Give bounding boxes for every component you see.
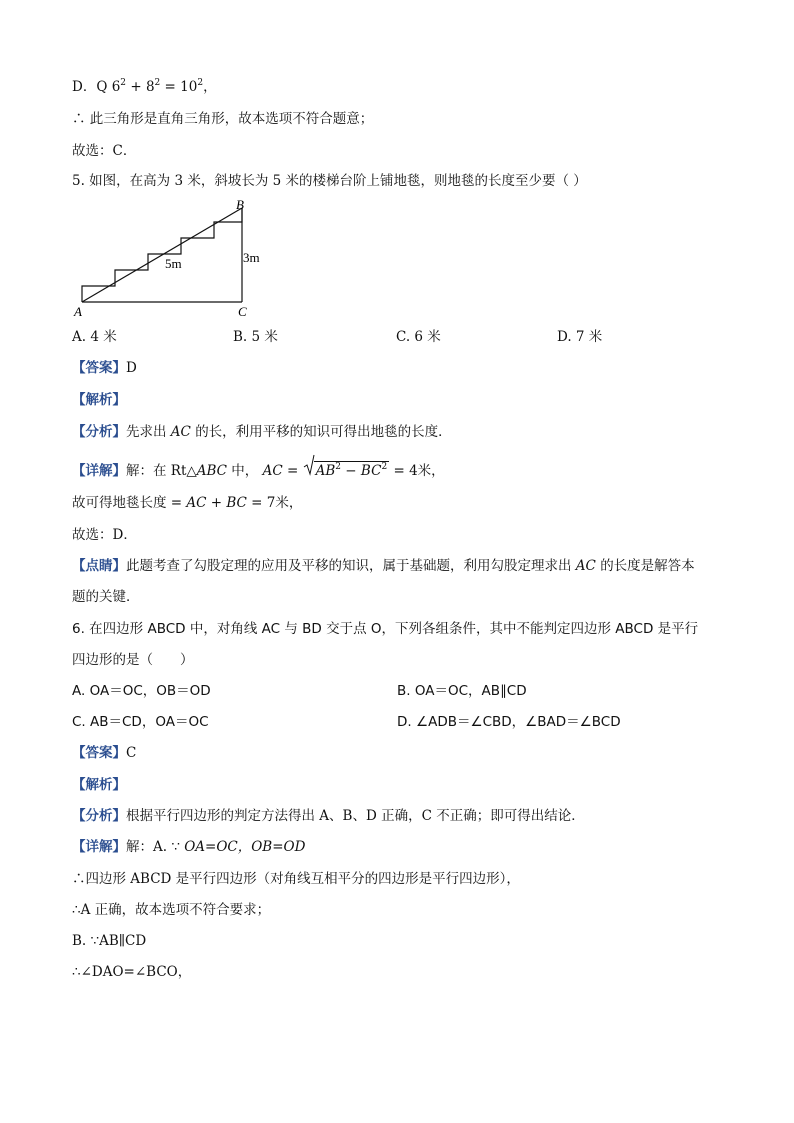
q5-fenxi-line — [72, 423, 452, 441]
q6-xiangjie-p1: 解：A. ∵ — [126, 839, 185, 855]
label-b: B — [236, 198, 244, 212]
q5-stem: 5. 如图，在高为 3 米，斜坡长为 5 米的楼梯台阶上铺地毯，则地毯的长度至少要（ ） — [72, 173, 587, 189]
q6-xiangjie-line — [72, 838, 305, 856]
q5-xiangjie-line — [72, 458, 445, 480]
q5-staircase-figure — [72, 198, 272, 320]
q6-line2: ∴四边形 ABCD 是平行四边形（对角线互相平分的四边形是平行四边形）， — [72, 871, 520, 887]
q6-analysis-tag: 【解析】 — [72, 777, 126, 793]
q5-option-d: D. 7 米 — [557, 329, 603, 345]
q5-dianjing-line2: 题的关键． — [72, 589, 140, 605]
label-a: A — [74, 304, 82, 319]
prev-d-exp2: 2 — [154, 78, 161, 88]
q6-option-d: D. ∠ADB＝∠CBD，∠BAD＝∠BCD — [397, 714, 621, 730]
q6-fenxi-tag: 【分析】 — [72, 808, 126, 824]
formula-lhs: AC — [262, 463, 283, 479]
q5-dianjing-p1: 此题考查了勾股定理的应用及平移的知识，属于基础题，利用勾股定理求出 — [126, 558, 572, 574]
q5-option-c: C. 6 米 — [396, 329, 441, 345]
prev-d-exp3: 2 — [197, 78, 204, 88]
q6-option-a: A. OA＝OC，OB＝OD — [72, 683, 211, 699]
q5-sum-line — [72, 494, 302, 512]
q6-answer-tag: 【答案】 — [72, 745, 126, 761]
q6-fenxi-text: 根据平行四边形的判定方法得出 A、B、D 正确，C 不正确；即可得出结论． — [126, 808, 585, 824]
formula-bc-sq: 2 — [381, 462, 388, 472]
q5-dianjing-var: AC — [575, 558, 596, 574]
formula-ab-sq: 2 — [335, 462, 342, 472]
formula-result: = 4 — [389, 463, 418, 479]
q5-option-a: A. 4 米 — [72, 329, 117, 345]
q5-answer-value: D — [126, 360, 137, 376]
q5-sum-unit: 米， — [275, 495, 303, 511]
prev-therefore-line: ∴ 此三角形是直角三角形，故本选项不符合题意； — [72, 111, 374, 127]
formula-minus: − — [341, 463, 361, 479]
q5-answer-line — [72, 359, 137, 377]
prev-d-eq: = — [160, 79, 181, 95]
q6-line3: ∴A 正确，故本选项不符合要求； — [72, 902, 271, 918]
prev-d-prefix: D． — [72, 79, 97, 95]
formula-unit: 米， — [417, 463, 445, 479]
prev-d-line — [72, 74, 217, 96]
q5-sum-p1: 故可得地毯长度 = — [72, 495, 187, 511]
prev-d-comma: ， — [203, 79, 217, 95]
q6-option-c: C. AB＝CD，OA＝OC — [72, 714, 209, 730]
q5-analysis-tag: 【解析】 — [72, 392, 126, 408]
prev-d-base2: 8 — [145, 79, 155, 95]
prev-d-plus: + — [126, 79, 146, 95]
q5-fenxi-tag: 【分析】 — [72, 424, 126, 440]
formula-bc: BC — [360, 463, 382, 479]
q5-fenxi-var: AC — [170, 424, 191, 440]
sqrt-symbol — [303, 454, 315, 476]
sqrt-body — [314, 461, 390, 479]
q5-sum-expr: AC + BC — [186, 495, 247, 511]
q5-answer-tag: 【答案】 — [72, 360, 126, 376]
q6-xiangjie-cond: OA=OC，OB=OD — [184, 839, 306, 855]
q5-analysis-line — [72, 391, 126, 409]
prev-d-base1: 6 — [111, 79, 121, 95]
q6-answer-value: C — [126, 745, 137, 761]
formula-eq: = — [282, 463, 303, 479]
q6-line5: ∴∠DAO=∠BCO， — [72, 964, 192, 980]
q6-analysis-line — [72, 776, 126, 794]
q5-xiangjie-p2: 中， — [227, 463, 259, 479]
q6-option-b: B. OA＝OC，AB∥CD — [397, 683, 527, 699]
formula-ab: AB — [315, 463, 336, 479]
q5-xiangjie-tri: ABC — [196, 463, 228, 479]
hypotenuse-ab — [82, 208, 242, 302]
q5-sum-p2: = 7 — [246, 495, 276, 511]
q5-option-b: B. 5 米 — [233, 329, 278, 345]
q5-dianjing-line — [72, 557, 695, 575]
q5-fenxi-p2: 的长，利用平移的知识可得出地毯的长度． — [195, 424, 452, 440]
label-height: 3m — [243, 250, 260, 265]
prev-d-q: Q — [96, 79, 108, 95]
prev-d-base3: 10 — [180, 79, 198, 95]
label-c: C — [238, 304, 247, 319]
q6-answer-line — [72, 744, 136, 762]
q5-dianjing-tag: 【点睛】 — [72, 558, 126, 574]
q5-fenxi-p1: 先求出 — [126, 424, 167, 440]
q6-xiangjie-tag: 【详解】 — [72, 839, 126, 855]
formula-sqrt — [303, 458, 390, 480]
q6-fenxi-line — [72, 807, 585, 825]
q6-line4: B. ∵AB∥CD — [72, 933, 147, 949]
q5-xiangjie-p1: 解：在 Rt△ — [126, 463, 197, 479]
label-hypotenuse: 5m — [165, 256, 182, 271]
prev-choose-line: 故选：C． — [72, 143, 137, 159]
q5-xiangjie-tag: 【详解】 — [72, 463, 126, 479]
q6-stem-line2: 四边形的是（ ） — [72, 652, 194, 668]
q5-choose-line: 故选：D． — [72, 527, 137, 543]
q5-dianjing-p2: 的长度是解答本 — [600, 558, 695, 574]
q6-stem-line1: 6. 在四边形 ABCD 中，对角线 AC 与 BD 交于点 O，下列各组条件，其中不能判定四边形 ABCD 是平行 — [72, 621, 699, 637]
prev-d-exp1: 2 — [120, 78, 127, 88]
